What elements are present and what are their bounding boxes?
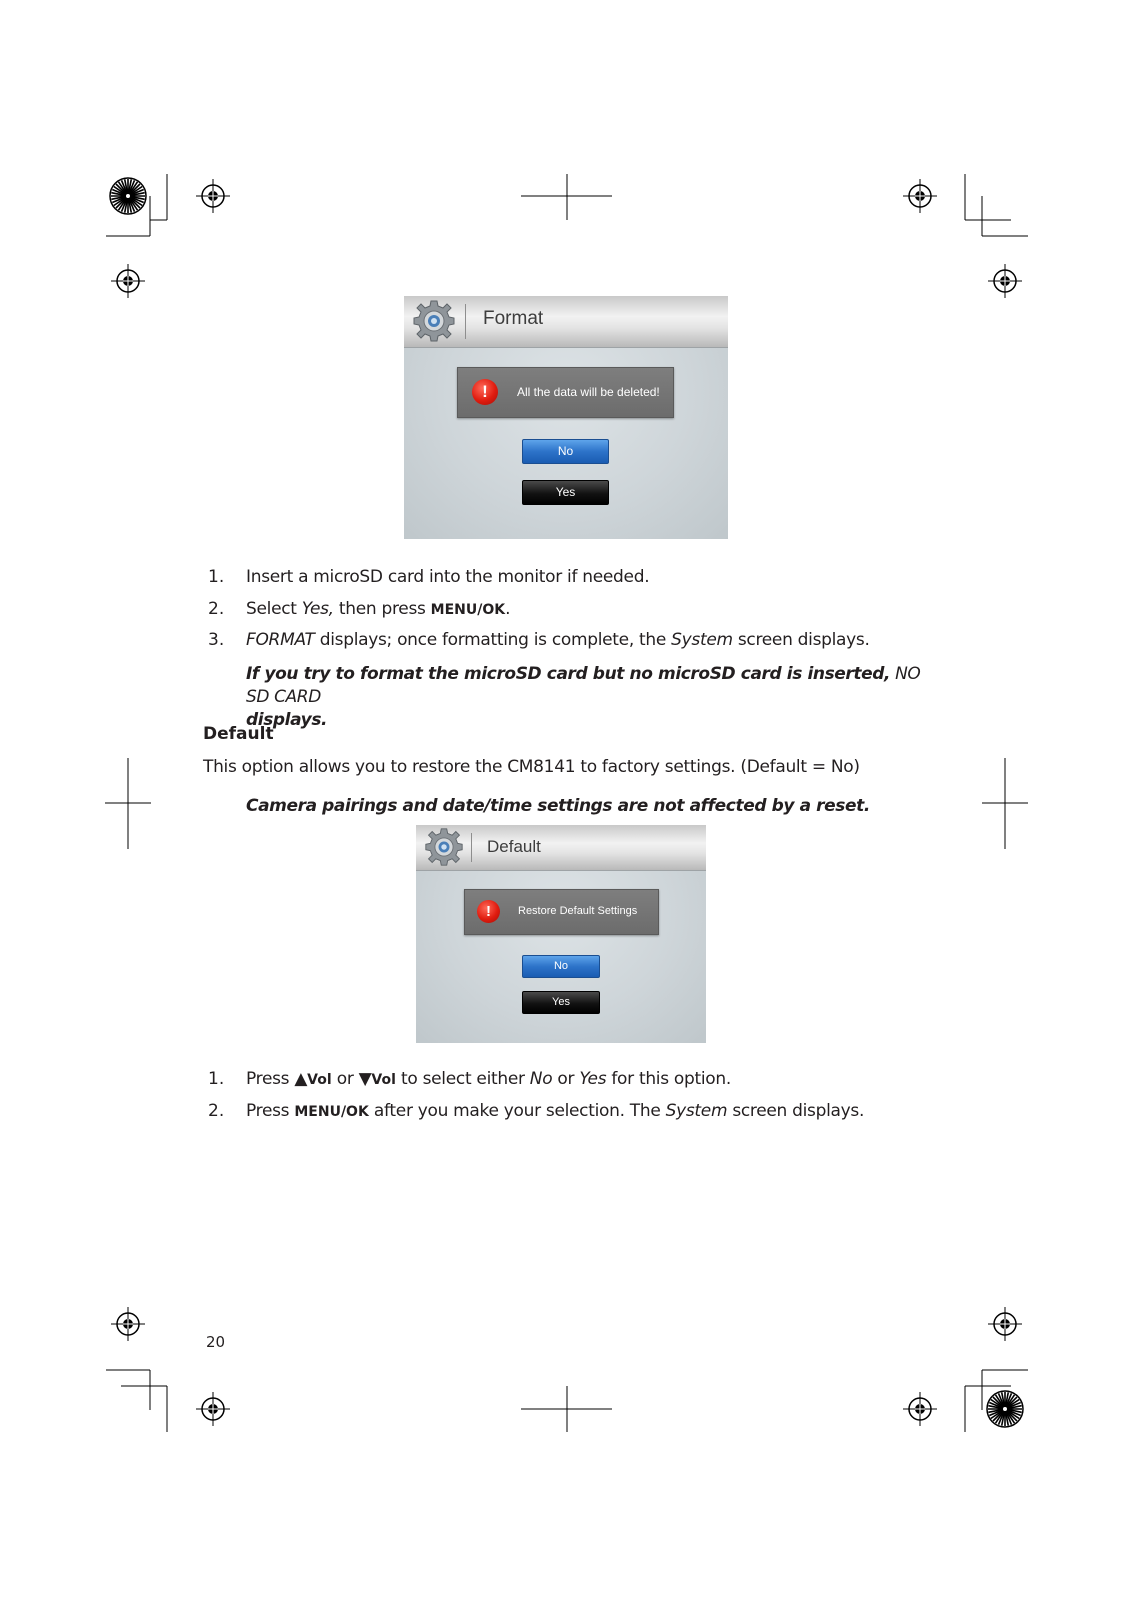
step-number: 1. xyxy=(208,1069,225,1089)
step-text: Press MENU/OK after you make your selection. The System screen displays. xyxy=(246,1101,865,1121)
up-arrow-icon: ▲ xyxy=(294,1069,308,1089)
step-text: Select Yes, then press MENU/OK. xyxy=(246,599,511,619)
alert-message-box xyxy=(457,367,674,418)
menu-ok-key: MENU/OK xyxy=(430,602,506,618)
yes-button[interactable]: Yes xyxy=(522,480,609,505)
screen-title: Format xyxy=(483,308,544,329)
no-button[interactable]: No xyxy=(522,439,609,464)
note-no-sd-card: If you try to format the microSD card but no microSD card is inserted, NO SD CARD displays. xyxy=(246,664,921,730)
no-button[interactable]: No xyxy=(522,955,600,978)
alert-icon: ! xyxy=(472,379,498,405)
alert-message-box xyxy=(464,889,659,935)
default-screen xyxy=(416,825,706,1043)
screen-header xyxy=(404,296,728,348)
vol-up-key: Vol xyxy=(307,1072,332,1088)
step-number: 1. xyxy=(208,567,225,587)
step-text: Press ▲Vol or ▼Vol to select either No or Yes for this option. xyxy=(246,1069,731,1089)
step-number: 3. xyxy=(208,630,225,650)
page-number: 20 xyxy=(206,1333,226,1351)
section-heading: Default xyxy=(203,724,274,744)
alert-icon: ! xyxy=(477,900,500,923)
note-reset: Camera pairings and date/time settings are not affected by a reset. xyxy=(246,796,870,816)
down-arrow-icon: ▼ xyxy=(358,1069,372,1089)
step-number: 2. xyxy=(208,1101,225,1121)
alert-text: Restore Default Settings xyxy=(518,905,638,917)
gear-icon xyxy=(410,299,458,343)
vol-down-key: Vol xyxy=(371,1072,396,1088)
step-number: 2. xyxy=(208,599,225,619)
alert-text: All the data will be deleted! xyxy=(517,385,660,399)
screen-title: Default xyxy=(487,837,541,856)
screen-header xyxy=(416,825,706,871)
format-screen xyxy=(404,296,728,539)
section-description: This option allows you to restore the CM8141 to factory settings. (Default = No) xyxy=(203,757,860,777)
yes-button[interactable]: Yes xyxy=(522,991,600,1014)
menu-ok-key: MENU/OK xyxy=(294,1104,369,1120)
step-text: FORMAT displays; once formatting is complete, the System screen displays. xyxy=(246,630,870,650)
gear-icon xyxy=(422,827,466,867)
step-text: Insert a microSD card into the monitor if needed. xyxy=(246,567,650,587)
